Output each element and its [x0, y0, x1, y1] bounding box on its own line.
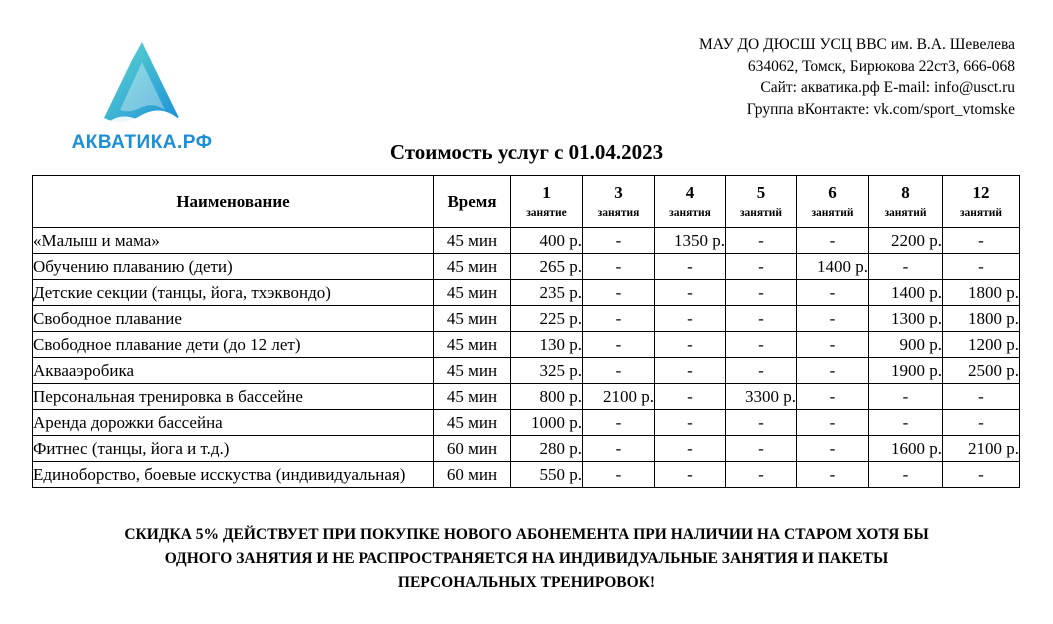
price-cell: - — [583, 254, 655, 280]
price-cell: - — [797, 358, 869, 384]
table-row — [33, 358, 1020, 384]
price-table — [32, 175, 1020, 488]
price-cell: 265 р. — [511, 254, 583, 280]
header-count-number: 4 — [685, 183, 695, 202]
price-cell: 2500 р. — [943, 358, 1020, 384]
org-site-email: Сайт: акватика.рф E-mail: info@usct.ru — [760, 79, 1015, 96]
header-count-number: 3 — [614, 183, 623, 202]
price-cell: - — [583, 228, 655, 254]
price-cell: - — [943, 254, 1020, 280]
table-row — [33, 462, 1020, 488]
header-count-number: 1 — [542, 183, 551, 202]
table-row — [33, 254, 1020, 280]
price-cell: 2200 р. — [869, 228, 943, 254]
price-cell: - — [726, 358, 797, 384]
price-cell: - — [655, 358, 726, 384]
price-cell: 550 р. — [511, 462, 583, 488]
price-cell: 225 р. — [511, 306, 583, 332]
service-name: Персональная тренировка в бассейне — [33, 384, 434, 410]
header-count-number: 5 — [756, 183, 766, 202]
price-cell: - — [583, 332, 655, 358]
price-cell: 1000 р. — [511, 410, 583, 436]
price-cell: 1600 р. — [869, 436, 943, 462]
price-cell: - — [583, 306, 655, 332]
header-count-number: 12 — [972, 183, 990, 202]
header-count-number: 6 — [828, 183, 837, 202]
header-count-word: занятий — [884, 207, 927, 219]
logo-text: АКВАТИКА.РФ — [71, 132, 213, 153]
discount-note — [20, 523, 1033, 595]
header-count — [869, 176, 943, 228]
service-name: «Малыш и мама» — [33, 228, 434, 254]
table-row — [33, 332, 1020, 358]
price-cell: - — [583, 280, 655, 306]
price-cell: 1400 р. — [797, 254, 869, 280]
service-name: Свободное плавание — [33, 306, 434, 332]
price-cell: - — [655, 306, 726, 332]
service-duration: 45 мин — [434, 280, 511, 306]
price-cell: 280 р. — [511, 436, 583, 462]
service-name: Аренда дорожки бассейна — [33, 410, 434, 436]
price-cell: - — [869, 254, 943, 280]
price-cell: - — [583, 358, 655, 384]
table-row — [33, 410, 1020, 436]
price-cell: 900 р. — [869, 332, 943, 358]
page-title: Стоимость услуг с 01.04.2023 — [389, 140, 664, 164]
price-cell: 1200 р. — [943, 332, 1020, 358]
table-row — [33, 280, 1020, 306]
header-count-word: занятие — [526, 207, 567, 219]
service-duration: 45 мин — [434, 254, 511, 280]
price-cell: - — [655, 254, 726, 280]
price-cell: - — [797, 384, 869, 410]
org-address: 634062, Томск, Бирюкова 22ст3, 666-068 — [747, 57, 1015, 75]
header-count-word: занятий — [811, 207, 854, 219]
price-cell: - — [726, 280, 797, 306]
service-duration: 45 мин — [434, 410, 511, 436]
note-line: СКИДКА 5% ДЕЙСТВУЕТ ПРИ ПОКУПКЕ НОВОГО АБОНЕМЕНТА ПРИ НАЛИЧИИ НА СТАРОМ ХОТЯ БЫ — [124, 526, 929, 543]
service-duration: 45 мин — [434, 384, 511, 410]
header-count — [726, 176, 797, 228]
note-line: ПЕРСОНАЛЬНЫХ ТРЕНИРОВОК! — [397, 574, 656, 591]
price-cell: 3300 р. — [726, 384, 797, 410]
price-cell: - — [655, 436, 726, 462]
header-count — [583, 176, 655, 228]
service-duration: 60 мин — [434, 436, 511, 462]
price-cell: - — [655, 332, 726, 358]
price-cell: 1350 р. — [655, 228, 726, 254]
price-cell: - — [726, 436, 797, 462]
header-count — [943, 176, 1020, 228]
service-name: Свободное плавание дети (до 12 лет) — [33, 332, 434, 358]
price-cell: 1800 р. — [943, 280, 1020, 306]
price-cell: - — [655, 410, 726, 436]
header-count-word: занятия — [669, 207, 711, 219]
price-cell: 1300 р. — [869, 306, 943, 332]
service-duration: 45 мин — [434, 332, 511, 358]
price-cell: - — [655, 384, 726, 410]
price-cell: - — [726, 332, 797, 358]
price-cell: - — [726, 306, 797, 332]
header-name: Наименование — [33, 176, 434, 228]
organization-info — [699, 34, 1015, 120]
price-cell: - — [583, 436, 655, 462]
price-cell: - — [726, 228, 797, 254]
price-cell: - — [797, 462, 869, 488]
header-count — [511, 176, 583, 228]
price-cell: 1400 р. — [869, 280, 943, 306]
price-cell: - — [797, 436, 869, 462]
price-cell: - — [655, 280, 726, 306]
price-cell: - — [869, 462, 943, 488]
service-name: Детские секции (танцы, йога, тхэквондо) — [33, 280, 434, 306]
service-duration: 60 мин — [434, 462, 511, 488]
price-cell: 400 р. — [511, 228, 583, 254]
price-cell: 2100 р. — [583, 384, 655, 410]
service-name: Обучению плаванию (дети) — [33, 254, 434, 280]
price-cell: - — [869, 410, 943, 436]
price-cell: - — [726, 462, 797, 488]
price-cell: 1900 р. — [869, 358, 943, 384]
price-cell: 1800 р. — [943, 306, 1020, 332]
header-count-word: занятий — [959, 207, 1003, 219]
price-cell: 325 р. — [511, 358, 583, 384]
service-duration: 45 мин — [434, 358, 511, 384]
org-vk-group: Группа вКонтакте: vk.com/sport_vtomske — [746, 100, 1015, 118]
price-cell: - — [797, 332, 869, 358]
price-cell: - — [943, 410, 1020, 436]
price-cell: - — [797, 280, 869, 306]
price-cell: 235 р. — [511, 280, 583, 306]
org-name: МАУ ДО ДЮСШ УСЦ ВВС им. В.А. Шевелева — [699, 36, 1015, 53]
note-line: ОДНОГО ЗАНЯТИЯ И НЕ РАСПРОСТРАНЯЕТСЯ НА ИНДИВИДУАЛЬНЫЕ ЗАНЯТИЯ И ПАКЕТЫ — [164, 550, 889, 567]
service-duration: 45 мин — [434, 306, 511, 332]
service-duration: 45 мин — [434, 228, 511, 254]
service-name: Аквааэробика — [33, 358, 434, 384]
price-cell: 800 р. — [511, 384, 583, 410]
header-time: Время — [434, 176, 511, 228]
service-name: Фитнес (танцы, йога и т.д.) — [33, 436, 434, 462]
price-cell: - — [797, 306, 869, 332]
price-cell: - — [655, 462, 726, 488]
service-name: Единоборство, боевые исскуства (индивидуальная) — [33, 462, 434, 488]
table-row — [33, 306, 1020, 332]
price-cell: - — [797, 410, 869, 436]
header-count-word: занятий — [739, 207, 783, 219]
table-row — [33, 384, 1020, 410]
price-cell: - — [797, 228, 869, 254]
price-cell: - — [726, 254, 797, 280]
header-count — [655, 176, 726, 228]
price-cell: - — [943, 462, 1020, 488]
header-count-word: занятия — [597, 207, 640, 219]
price-cell: - — [943, 228, 1020, 254]
price-cell: - — [583, 410, 655, 436]
table-header-row — [33, 176, 1020, 228]
table-row — [33, 228, 1020, 254]
price-cell: - — [583, 462, 655, 488]
price-cell: - — [869, 384, 943, 410]
price-cell: 2100 р. — [943, 436, 1020, 462]
price-cell: - — [726, 410, 797, 436]
header-count — [797, 176, 869, 228]
header-count-number: 8 — [901, 183, 910, 202]
logo-wave-icon — [102, 40, 182, 132]
table-row — [33, 436, 1020, 462]
price-cell: 130 р. — [511, 332, 583, 358]
price-cell: - — [943, 384, 1020, 410]
